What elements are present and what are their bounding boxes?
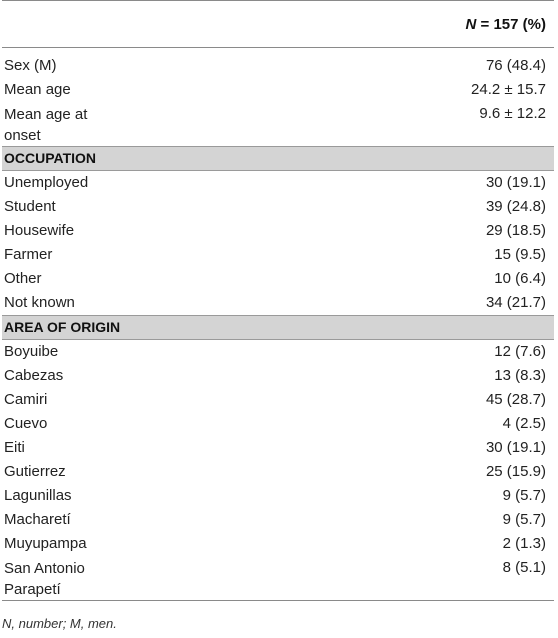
table-footnote: N, number; M, men. [2, 616, 117, 631]
table-row: Housewife 29 (18.5) [4, 222, 546, 239]
bottom-rule [2, 600, 554, 601]
table-row: Cabezas 13 (8.3) [4, 367, 546, 384]
table-row: Other 10 (6.4) [4, 270, 546, 287]
table-row: Macharetí 9 (5.7) [4, 511, 546, 528]
table-row: Boyuibe 12 (7.6) [4, 343, 546, 360]
demographics-table [2, 0, 554, 601]
table-row: Student 39 (24.8) [4, 198, 546, 215]
table-row: Not known 34 (21.7) [4, 294, 546, 311]
table-row-mean-age: Mean age 24.2 ± 15.7 [4, 81, 546, 98]
table-row-sex: Sex (M) 76 (48.4) [4, 57, 546, 74]
table-row: Camiri 45 (28.7) [4, 391, 546, 408]
table-row-mean-age-onset: Mean age at onset 9.6 ± 12.2 [4, 105, 546, 144]
column-header-n: N = 157 (%) [465, 16, 546, 33]
table-row: Unemployed 30 (19.1) [4, 174, 546, 191]
table-row: Gutierrez 25 (15.9) [4, 463, 546, 480]
table-row: Eiti 30 (19.1) [4, 439, 546, 456]
table-header [2, 1, 554, 47]
section-header-area-of-origin: AREA OF ORIGIN [2, 315, 554, 340]
section-header-occupation: OCCUPATION [2, 146, 554, 171]
table-row: Muyupampa 2 (1.3) [4, 535, 546, 552]
table-row: Cuevo 4 (2.5) [4, 415, 546, 432]
table-row: Farmer 15 (9.5) [4, 246, 546, 263]
table-row: San Antonio Parapetí 8 (5.1) [4, 559, 546, 598]
table-row: Lagunillas 9 (5.7) [4, 487, 546, 504]
